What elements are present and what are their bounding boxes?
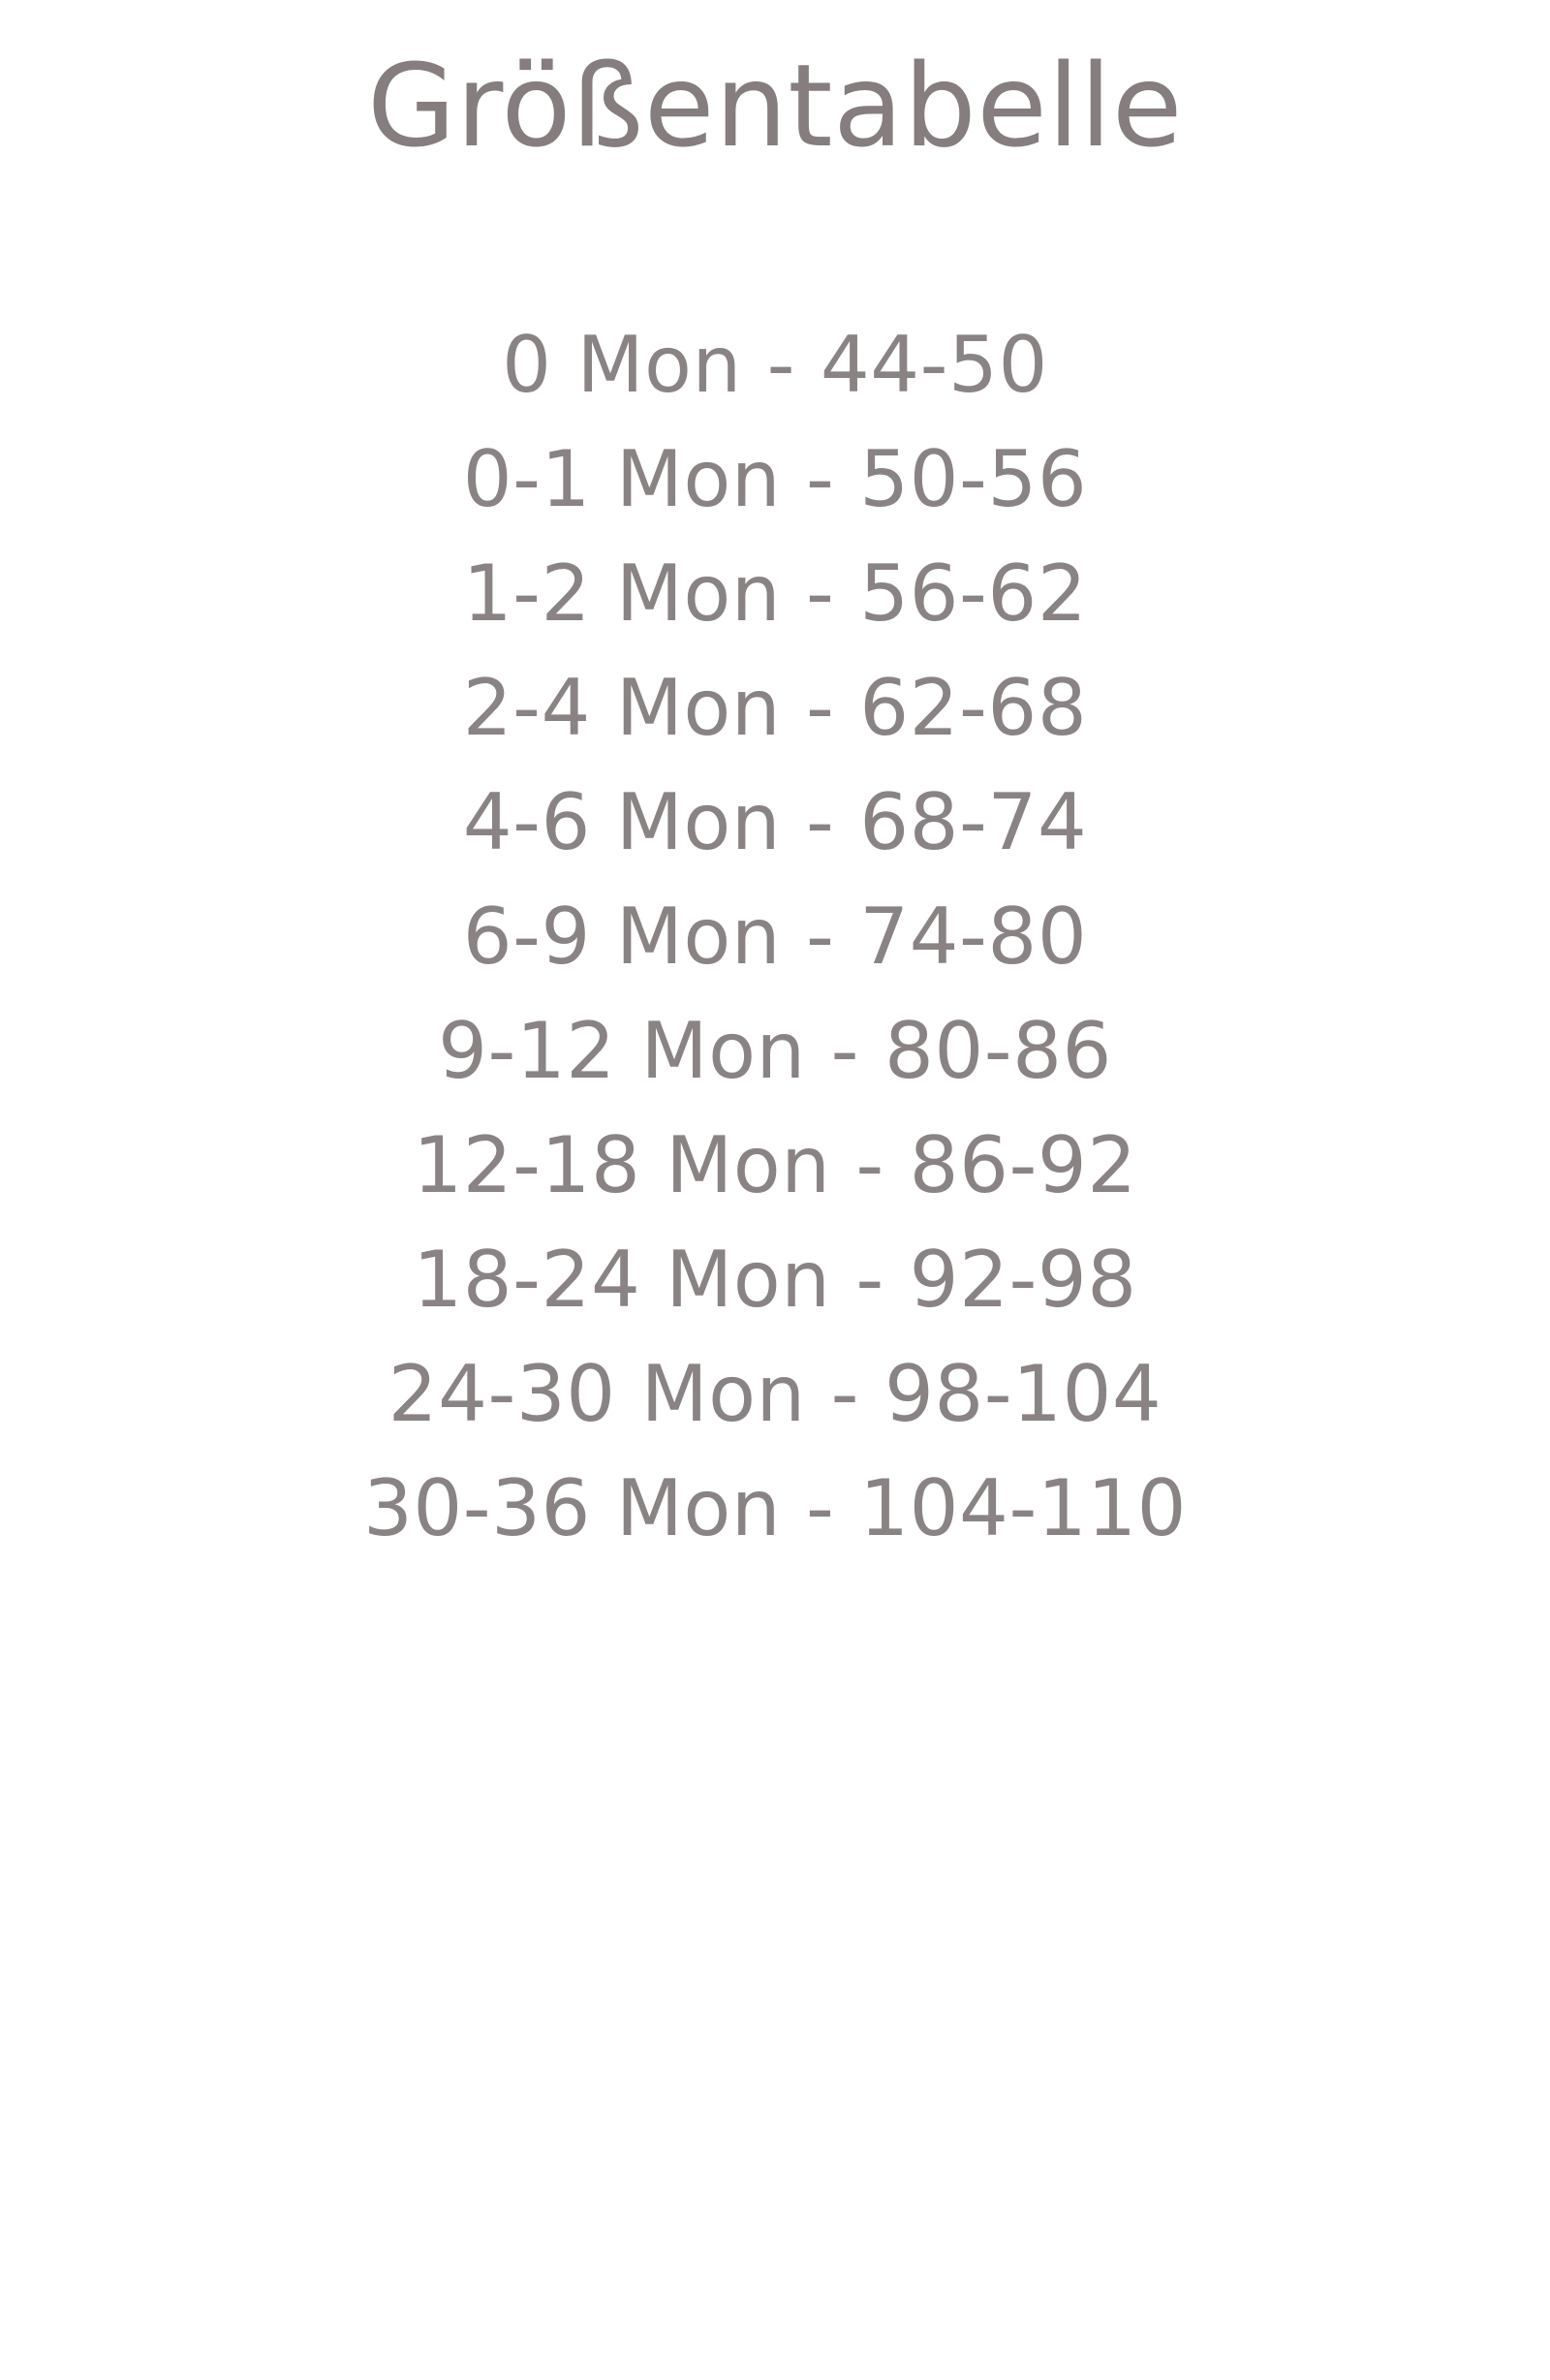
- list-item: 4-6 Mon - 68-74: [462, 777, 1088, 867]
- list-item: 2-4 Mon - 62-68: [462, 663, 1088, 753]
- page-title: Größentabelle: [366, 39, 1183, 172]
- list-item: 9-12 Mon - 80-86: [438, 1006, 1112, 1096]
- list-item: 18-24 Mon - 92-98: [413, 1235, 1137, 1325]
- list-item: 24-30 Mon - 98-104: [388, 1349, 1162, 1439]
- list-item: 6-9 Mon - 74-80: [462, 892, 1088, 982]
- list-item: 0 Mon - 44-50: [502, 320, 1048, 410]
- size-list: [0, 308, 1550, 1566]
- list-item: 12-18 Mon - 86-92: [413, 1120, 1137, 1210]
- list-item: 0-1 Mon - 50-56: [462, 434, 1088, 524]
- list-item: 30-36 Mon - 104-110: [362, 1463, 1188, 1553]
- list-item: 1-2 Mon - 56-62: [462, 548, 1088, 639]
